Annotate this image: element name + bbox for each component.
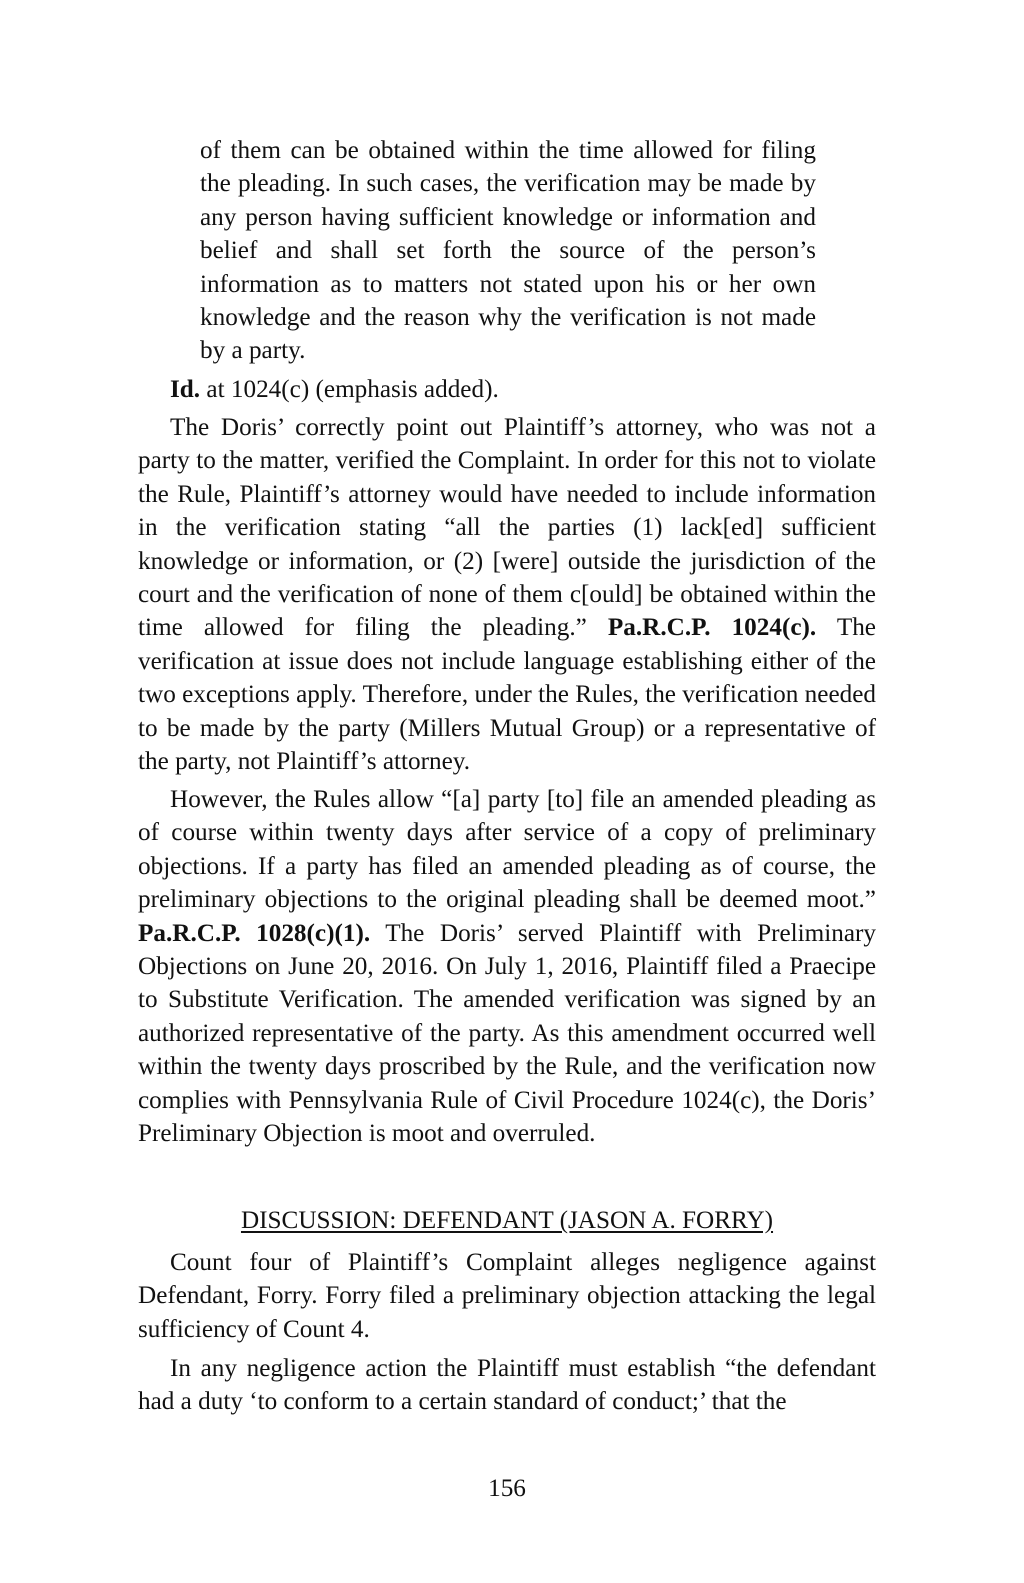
block-quote [200, 134, 816, 368]
rule-reference: Pa.R.C.P. 1028(c)(1). [138, 919, 371, 947]
paragraph-verification [138, 411, 876, 778]
block-quote-text: of them can be obtained within the time allowed for filing the pleading. In such cases, the verification may be made by any person having sufficient knowledge or information and belief and shall set forth the source of the person’s information as to matters not stated upon his or her own knowledge and the reason why the verification is not made by a party. [200, 137, 816, 365]
citation-text: at 1024(c) (emphasis added). [200, 376, 499, 403]
section-heading [138, 1204, 876, 1237]
section-heading-text: DISCUSSION: DEFENDANT (JASON A. FORRY) [240, 1207, 774, 1234]
citation-id: Id. [170, 376, 201, 403]
paragraph-text: However, the Rules allow “[a] party [to] file an amended pleading as of course within twenty days after service of a copy of preliminary objections. If a party has filed an amended pleading as of course, the preliminary objections to the original pleading shall be deemed moot.” [138, 786, 876, 914]
paragraph-text-after: The Doris’ served Plaintiff with Preliminary Objections on June 20, 2016. On July 1, 2016, Plaintiff filed a Praecipe to Substitute Verification. The amended verification was signed by an authorized representative of the party. As this amendment occurred well within the twenty days proscribed by the Rule, and the verification now complies with Pennsylvania Rule of Civil Procedure 1024(c), the Doris’ Preliminary Objection is moot and overruled. [138, 919, 876, 1148]
paragraph-count-four [138, 1246, 876, 1346]
paragraph-text: The Doris’ correctly point out Plaintiff’s attorney, who was not a party to the matter, verified the Complaint. In order for this not to violate the Rule, Plaintiff’s attorney would have needed to include information in the verification stating “all the parties (1) lack[ed] sufficient knowledge or information, or (2) [were] outside the jurisdiction of the court and the verification of none of them c[ould] be obtained within the time allowed for filing the pleading.” [138, 414, 876, 642]
paragraph-text-after: The verification at issue does not include language establishing either of the two exceptions apply. Therefore, under the Rules, the verification needed to be made by the party (Millers Mutual Group) or a representative of the party, not Plaintiff’s attorney. [138, 614, 876, 776]
page-number: 156 [488, 1475, 526, 1502]
citation [170, 373, 499, 406]
rule-reference: Pa.R.C.P. 1024(c). [607, 614, 817, 642]
paragraph-negligence [138, 1352, 876, 1419]
paragraph-amended-pleading [138, 783, 876, 1150]
paragraph-text: In any negligence action the Plaintiff must establish “the defendant had a duty ‘to conform to a certain standard of conduct;’ that the [138, 1355, 876, 1416]
paragraph-text: Count four of Plaintiff’s Complaint alleges negligence against Defendant, Forry. Forry filed a preliminary objection attacking the legal sufficiency of Count 4. [138, 1249, 876, 1343]
